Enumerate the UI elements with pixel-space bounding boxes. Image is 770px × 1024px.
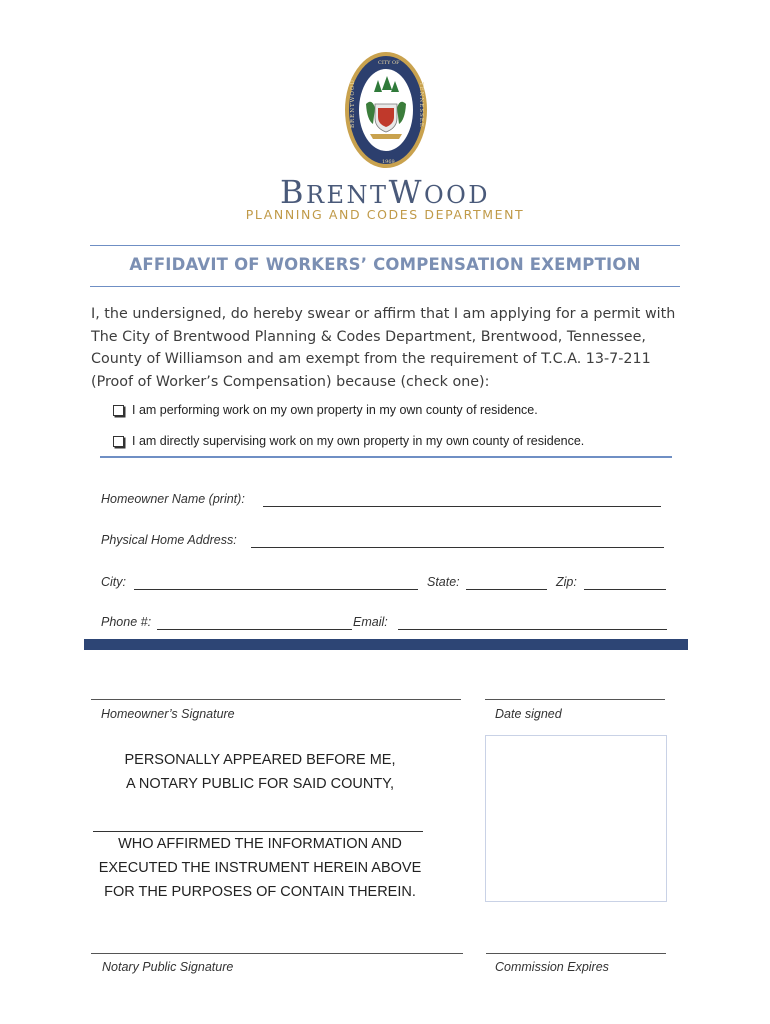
notary-appeared-text	[90, 748, 430, 796]
svg-text:TENNESSEE: TENNESSEE	[418, 82, 424, 128]
svg-text:BRENTWOOD: BRENTWOOD	[350, 79, 356, 128]
notary-affirmed-text	[90, 832, 430, 904]
intro-line: (Proof of Worker’s Compensation) because (check one):	[91, 373, 490, 390]
notary-signature-line[interactable]	[91, 953, 463, 954]
brand-initial-b: B	[279, 173, 306, 211]
date-signed-line[interactable]	[485, 699, 665, 700]
notary-seal-box	[485, 735, 667, 902]
svg-text:CITY OF: CITY OF	[378, 60, 400, 66]
address-field[interactable]	[251, 547, 664, 548]
affidavit-intro	[91, 303, 691, 393]
email-label: Email:	[353, 615, 388, 629]
notary-affirmed-line: FOR THE PURPOSES OF CONTAIN THEREIN.	[104, 884, 416, 900]
city-seal-logo	[344, 50, 428, 170]
notary-appeared-line: A NOTARY PUBLIC FOR SAID COUNTY,	[125, 776, 395, 792]
checkbox-own-work[interactable]	[113, 405, 124, 416]
city-field[interactable]	[134, 589, 418, 590]
affidavit-title: AFFIDAVIT OF WORKERS’ COMPENSATION EXEMPTION	[129, 255, 641, 274]
date-signed-caption: Date signed	[495, 707, 562, 721]
option-supervising-label: I am directly supervising work on my own property in my own county of residence.	[132, 434, 585, 448]
state-field[interactable]	[466, 589, 547, 590]
phone-field[interactable]	[157, 629, 352, 630]
brand-part-ood: OOD	[423, 181, 491, 209]
intro-line: County of Williamson and am exempt from the requirement of T.C.A. 13-7-211	[91, 351, 651, 367]
notary-appeared-line: PERSONALLY APPEARED BEFORE ME,	[124, 752, 396, 768]
homeowner-name-label: Homeowner Name (print):	[101, 492, 245, 506]
checkbox-supervising[interactable]	[113, 436, 124, 447]
zip-field[interactable]	[584, 589, 666, 590]
department-name: PLANNING AND CODES DEPARTMENT	[245, 207, 525, 222]
options-divider	[100, 456, 672, 458]
city-label: City:	[101, 575, 126, 589]
title-top-rule	[90, 245, 680, 246]
title-bottom-rule	[90, 286, 680, 287]
section-divider-bar	[84, 639, 688, 650]
intro-line: I, the undersigned, do hereby swear or affirm that I am applying for a permit with	[91, 306, 676, 322]
notary-affirmed-line: WHO AFFIRMED THE INFORMATION AND	[118, 836, 402, 852]
homeowner-signature-line[interactable]	[91, 699, 461, 700]
state-label: State:	[427, 575, 460, 589]
notary-affirmed-line: EXECUTED THE INSTRUMENT HEREIN ABOVE	[98, 860, 422, 876]
intro-line: The City of Brentwood Planning & Codes Department, Brentwood, Tennessee,	[91, 328, 646, 345]
commission-expires-caption: Commission Expires	[495, 960, 609, 974]
notary-signature-caption: Notary Public Signature	[102, 960, 234, 974]
phone-label: Phone #:	[101, 615, 152, 629]
option-own-work[interactable]	[113, 403, 538, 417]
email-field[interactable]	[398, 629, 667, 630]
option-supervising[interactable]	[113, 434, 584, 448]
homeowner-signature-caption: Homeowner’s Signature	[101, 707, 235, 721]
brand-initial-w: W	[388, 173, 424, 211]
brand-part-rent: RENT	[305, 181, 389, 209]
svg-text:1969: 1969	[382, 159, 395, 165]
homeowner-name-field[interactable]	[263, 506, 661, 507]
address-label: Physical Home Address:	[101, 533, 237, 547]
commission-expires-line[interactable]	[486, 953, 666, 954]
zip-label: Zip:	[556, 575, 577, 589]
option-own-work-label: I am performing work on my own property in my own county of residence.	[132, 403, 538, 417]
